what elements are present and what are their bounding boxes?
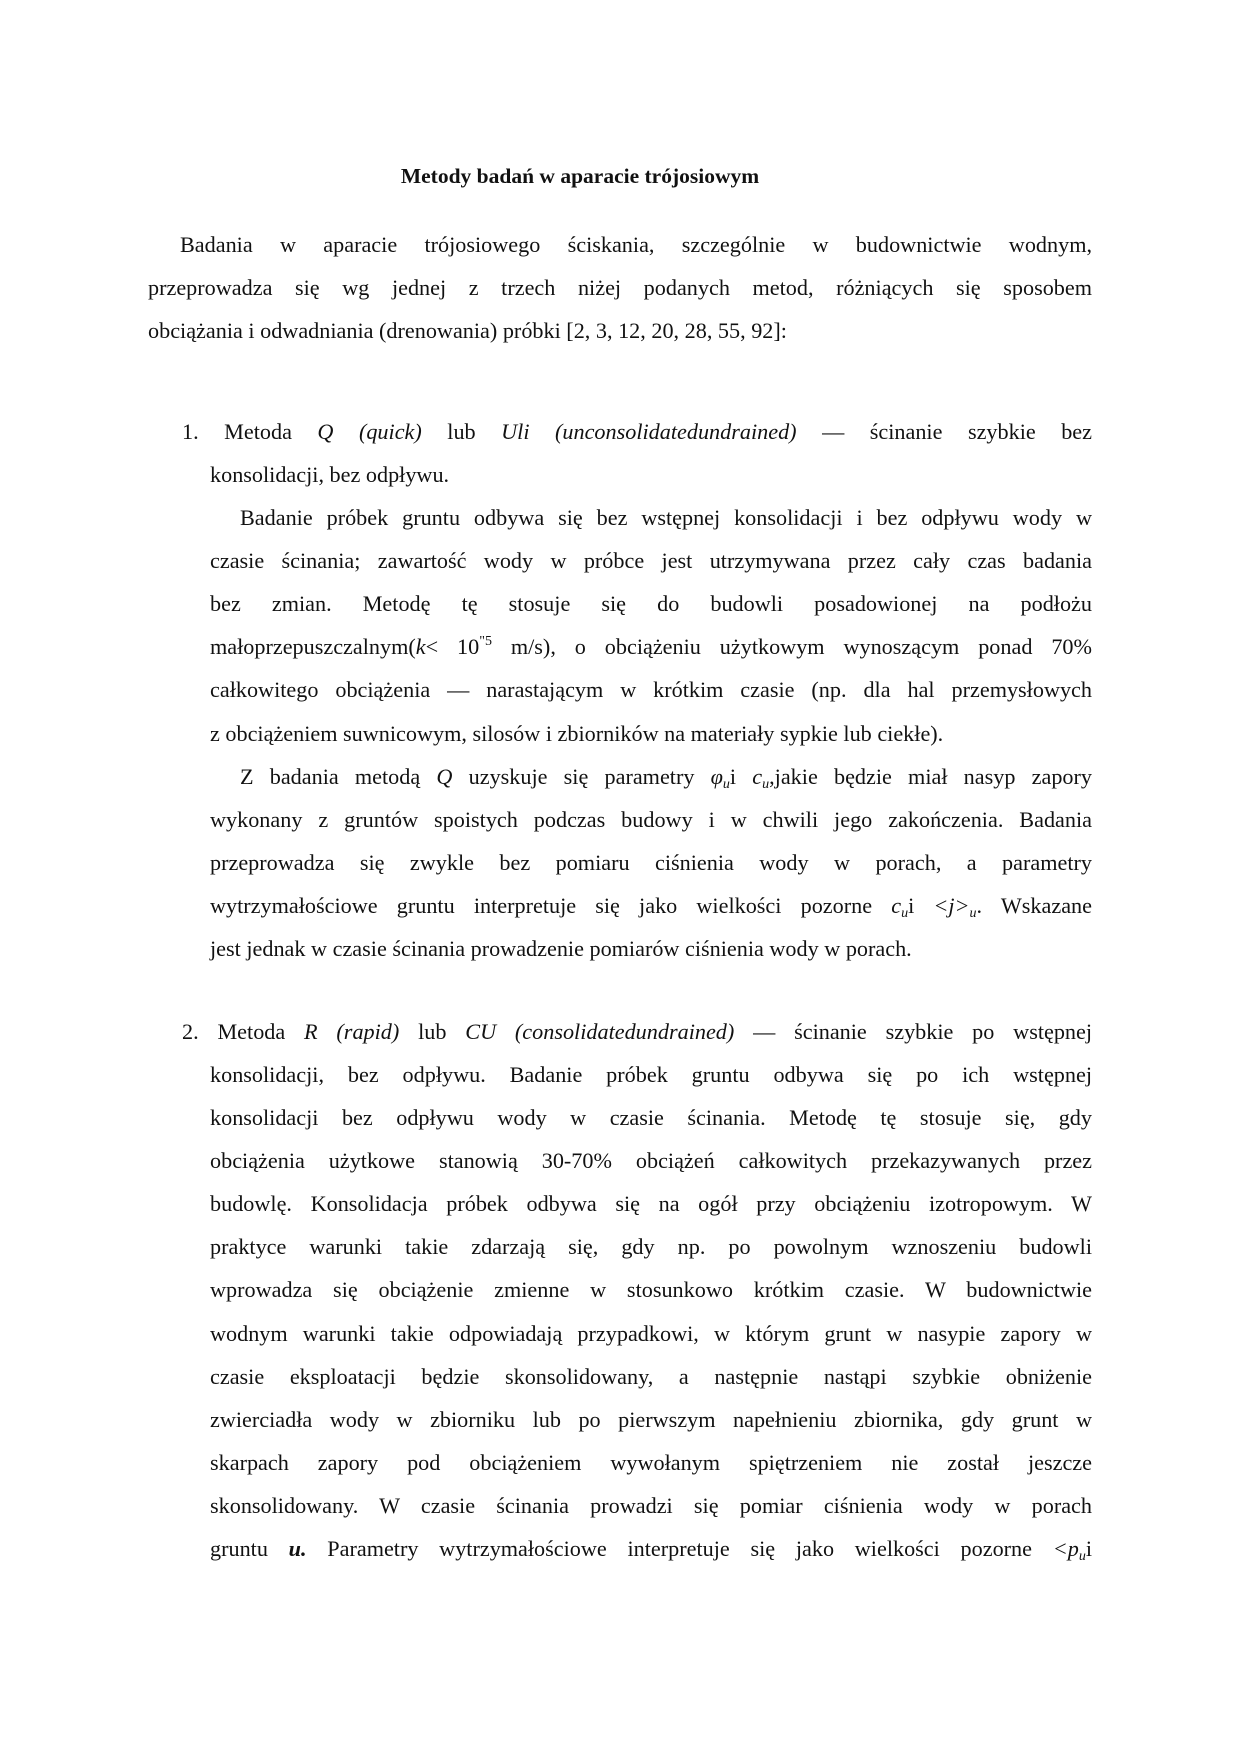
text-segment: wytrzymałościowe gruntu interpretuje się jako wielkości pozorne [210, 892, 892, 918]
method-2-line: skarpach zapory pod obciążeniem wywołanym spiętrzeniem nie został jeszcze [210, 1449, 1092, 1475]
intro-paragraph [148, 223, 1092, 352]
symbol-c: c [752, 763, 763, 789]
method-1-word: Metoda [224, 419, 292, 444]
method-1-p1-line-1: Badanie próbek gruntu odbywa się bez wstępnej konsolidacji i bez odpływu wody w [240, 505, 1092, 531]
text-segment: gruntu [210, 1536, 289, 1562]
method-2-line: praktyce warunki takie zdarzają się, gdy np. po powolnym wznoszeniu budowli [210, 1234, 1092, 1260]
exponent: "5 [479, 634, 492, 650]
method-2-number: 2. [182, 1019, 199, 1044]
method-2-name: (rapid) [336, 1019, 400, 1044]
subscript-u: u [722, 776, 730, 792]
method-2-abbr: CU [465, 1019, 497, 1044]
page-title: Metody badań w aparacie trójosiowym [400, 164, 760, 188]
text-segment: . Wskazane [976, 892, 1092, 918]
text-segment: m/s), o obciążeniu użytkowym wynoszącym ponad 70% [491, 634, 1092, 660]
method-2-description: — ścinanie szybkie po wstępnej [753, 1019, 1092, 1044]
symbol-phi-garbled: <j> [933, 892, 970, 918]
method-1-p2-line-5: jest jednak w czasie ścinania prowadzenie pomiarów ciśnienia wody w porach. [210, 936, 912, 962]
symbol-phi-garbled: <p [1052, 1536, 1079, 1562]
method-2-line: obciążenia użytkowe stanowią 30-70% obciążeń całkowitych przekazywanych przez [210, 1148, 1092, 1174]
method-2-last-line [210, 1527, 1092, 1570]
method-1-or: lub [447, 419, 476, 444]
method-1-p1-line-5: całkowitego obciążenia — narastającym w krótkim czasie (np. dla hal przemysłowych [210, 677, 1092, 703]
method-2-line: skonsolidowany. W czasie ścinania prowadzi się pomiar ciśnienia wody w porach [210, 1492, 1092, 1518]
text-segment: Z badania metodą [240, 763, 437, 789]
method-1-p2-line-3: przeprowadza się zwykle bez pomiaru ciśnienia wody w porach, a parametry [210, 849, 1092, 875]
text-segment: Parametry wytrzymałościowe interpretuje się jako wielkości pozorne [306, 1536, 1053, 1562]
symbol-k: k [415, 634, 426, 660]
method-1-number: 1. [182, 419, 199, 444]
intro-line-2: przeprowadza się wg jednej z trzech niżej podanych metod, różniących się sposobem [148, 275, 1092, 301]
method-1-full: (unconsolidatedundrained) [555, 419, 797, 444]
text-segment: ,jakie będzie miał nasyp zapory [769, 763, 1092, 789]
method-1-p2-line-4 [210, 884, 1092, 927]
intro-line-1: Badania w aparacie trójosiowego ściskania, szczególnie w budownictwie wodnym, [180, 232, 1092, 257]
method-2-word: Metoda [217, 1019, 286, 1044]
method-2-full: (consolidatedundrained) [514, 1019, 735, 1044]
symbol-u: u. [288, 1536, 307, 1562]
method-1-name: (quick) [358, 419, 422, 444]
method-2-heading [182, 1010, 1092, 1053]
symbol-phi: φ [710, 763, 723, 789]
method-2-body [210, 1053, 1092, 1570]
text-segment: i [729, 763, 753, 789]
method-2-symbol: R [304, 1019, 318, 1044]
method-1-description: — ścinanie szybkie bez [822, 419, 1092, 444]
method-1-p2-line-2: wykonany z gruntów spoistych podczas budowy i w chwili jego zakończenia. Badania [210, 806, 1092, 832]
method-1-line-2: konsolidacji, bez odpływu. [210, 462, 450, 487]
text-segment: małoprzepuszczalnym( [210, 634, 416, 660]
method-1-p1-line-4 [210, 625, 1092, 668]
subscript-u: u [762, 776, 770, 792]
method-2-line: wprowadza się obciążenie zmienne w stosunkowo krótkim czasie. W budownictwie [210, 1277, 1092, 1303]
method-2-item [182, 1010, 1092, 1053]
text-segment: uzyskuje się parametry [452, 763, 711, 789]
symbol-q: Q [436, 763, 453, 789]
intro-line-3: obciążania i odwadniania (drenowania) próbki [2, 3, 12, 20, 28, 55, 92]: [148, 318, 787, 344]
text-segment: < 10 [425, 634, 480, 660]
method-2-line: czasie eksploatacji będzie skonsolidowany, a następnie nastąpi szybkie obniżenie [210, 1363, 1092, 1389]
method-2-line: konsolidacji, bez odpływu. Badanie próbek gruntu odbywa się po ich wstępnej [210, 1062, 1092, 1087]
method-1-symbol: Q [317, 419, 334, 444]
method-2-line: wodnym warunki takie odpowiadają przypadkowi, w którym grunt w nasypie zapory w [210, 1320, 1092, 1346]
symbol-c: c [891, 892, 902, 918]
method-1-heading [182, 410, 1092, 453]
method-2-line: zwierciadła wody w zbiorniku lub po pierwszym napełnieniu zbiornika, gdy grunt w [210, 1406, 1092, 1432]
method-1-p1-line-3: bez zmian. Metodę tę stosuje się do budowli posadowionej na podłożu [210, 591, 1092, 617]
text-segment: i [908, 892, 934, 918]
method-1-body [210, 453, 1092, 970]
subscript-u: u [969, 905, 977, 921]
method-2-line: konsolidacji bez odpływu wody w czasie ścinania. Metodę tę stosuje się, gdy [210, 1105, 1092, 1131]
method-1-p2-line-1 [210, 755, 1092, 798]
method-2-line: budowlę. Konsolidacja próbek odbywa się na ogół przy obciążeniu izotropowym. W [210, 1191, 1092, 1217]
method-1-p1-line-6: z obciążeniem suwnicowym, silosów i zbiorników na materiały sypkie lub ciekłe). [210, 720, 944, 746]
method-1-p1-line-2: czasie ścinania; zawartość wody w próbce jest utrzymywana przez cały czas badania [210, 548, 1092, 574]
method-2-or: lub [418, 1019, 447, 1044]
subscript-u: u [901, 905, 909, 921]
subscript-u: u [1078, 1549, 1086, 1565]
method-1-item [182, 410, 1092, 453]
text-segment: i [1085, 1536, 1092, 1562]
method-1-abbr: Uli [501, 419, 530, 444]
